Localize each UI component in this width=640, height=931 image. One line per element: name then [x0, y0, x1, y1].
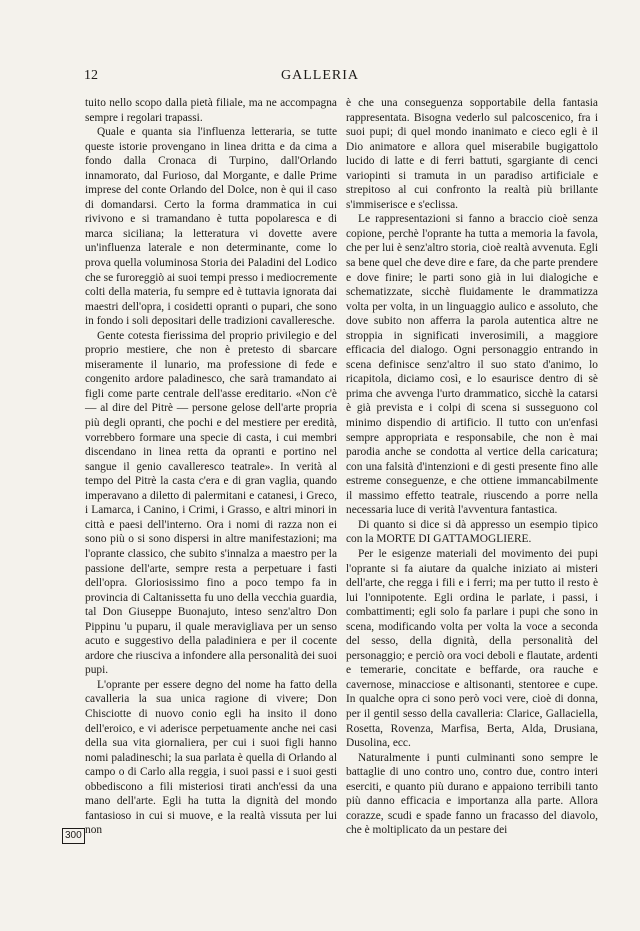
paragraph: L'oprante per essere degno del nome ha fatto della cavalleria la sua unica ragione di vivere; Don Chisciotte di nuovo conio egli ha insito il dono dell'eroico, e vi aderisce perpetuamente anche nei casi della sua vita giornaliera, per cui i suoi figli hanno nomi paladineschi; la sua parlata è quella di Orlando al campo o di Carlo alla reggia, i suoi passi e i suoi gesti obbediscono a fili misteriosi tirati anch'essi da una mano dell'arte. Egli ha tutta la dignità del mondo fantasioso in cui si muove, e la realtà vissuta per lui non	[85, 678, 337, 837]
paragraph: Naturalmente i punti culminanti sono sempre le battaglie di uno contro uno, contro due, contro interi eserciti, e quanto più durano e appaiono terribili tanto più danno efficacia e importanza alla parte. Allora corazze, scudi e spade fanno un fracasso del diavolo, che è moltiplicato da un pestare dei	[346, 751, 598, 837]
right-column	[346, 96, 598, 838]
page-stamp: 300	[62, 828, 85, 844]
page-number: 12	[84, 68, 98, 83]
paragraph: Di quanto si dice si dà appresso un esempio tipico con la MORTE DI GATTAMOGLIERE.	[346, 518, 598, 546]
running-title: GALLERIA	[281, 68, 359, 83]
paragraph: tuito nello scopo dalla pietà filiale, ma ne accompagna sempre i regolari trapassi.	[85, 97, 337, 124]
paragraph: Quale e quanta sia l'influenza letteraria, se tutte queste istorie provengano in linea dritta e da cima a fondo dalla Cronaca di Turpino, dall'Orlando innamorato, dal Furioso, dal Morgante, e dalle Prime imprese del conte Orlando del Dolce, non è qui il caso di domandarsi. Certo la forma drammatica in cui rivivono e si tramandano è tutta popolaresca e di marca siciliana; la letteratura vi dovette avere un'influenza laterale e non determinante, come lo prova quella voluminosa Storia dei Paladini del Lodico che se furoreggiò ai suoi tempi presso i mediocremente colti della materia, fu sempre ed è tuttavia ignorata dai maestri dell'opra, i cosidetti opranti o pupari, che sono in fondo i soli depositari delle tradizioni cavalleresche.	[85, 126, 337, 328]
paragraph: è che una conseguenza sopportabile della fantasia rappresentata. Bisogna vederlo sul palcoscenico, fra i suoi pupi; di quel mondo inanimato e cieco egli è il Dio animatore e allora quel miserabile bugigattolo lucido di latte e di ferri battuti, sgargiante di cenci variopinti si tramuta in un paradiso artificiale e strepitoso al cui confronto la realtà più brillante s'immiserisce e s'eclissa.	[346, 97, 598, 211]
paragraph: Per le esigenze materiali del movimento dei pupi l'oprante si fa aiutare da qualche iniziato ai misteri dell'arte, che regga i fili e i ferri; ma per tutto il resto è lui l'onnipotente. Egli ordina le parlate, i passi, i combattimenti; egli solo fa parlare i pupi che sono in scena, modificando volta per volta la voce a seconda del sesso, della dignità, della personalità del personaggio; e perciò ora voci deboli e flautate, ardenti e temerarie, concitate e beffarde, ora rauche e cavernose, minacciose e altisonanti, stentoree e cupe. In qualche opra ci sono però voci vere, cioè di donna, per il gentil sesso della cavalleria: Clarice, Gallaciella, Rosetta, Rovenza, Marfisa, Berta, Alda, Drusiana, Dusolina, ecc.	[346, 547, 598, 750]
paragraph: Le rappresentazioni si fanno a braccio cioè senza copione, perchè l'oprante ha tutta a memoria la favola, che per lui è senz'altro storia, cioè realtà avvenuta. Egli sa bene quel che deve dire e fare, da che parte prendere e dove finire; le parti sono già in lui dialogiche e schematizzate, sicchè fluidamente le drammatizza volta per volta, in un linguaggio aulico e assoluto, che dove subito non afferra la parola autentica altre ne stroppia in significati inverosimili, a maggiore efficacia del dialogo. Ogni personaggio entrando in scena definisce senz'altro il suo stato d'animo, lo ricapitola, diciamo così, e lo esaurisce dentro di sè prima che avvenga l'urto drammatico, sicchè la catarsi è già prevista e i colpi di scena si susseguono col minimo dispendio di artificio. Il tutto con un'enfasi sempre appropriata e responsabile, che non è mai parodia anche se condotta al vertice della caricatura; con una falsità d'intenzioni e di gesti presente fino alle estreme conseguenze, e che ottiene immancabilmente il massimo effetto teatrale, riuscendo a porre nella necessaria luce di verità l'avventura fantastica.	[346, 213, 598, 517]
left-column	[85, 96, 337, 838]
paragraph: Gente cotesta fierissima del proprio privilegio e del proprio mestiere, che non è pretesto di sbarcare miseramente il lunario, ma professione di fede e congenito ardore paladinesco, che sarà tramandato ai figli come parte centrale dell'asse ereditario. «Non c'è — al dire del Pitrè — persone gelose dell'arte propria più degli opranti, che pochi e del mestiere per eredità, vorrebbero formare una specie di casta, i cui membri discendano in linea retta da opranti e portino nel sangue il genio cavalleresco teatrale». In verità al tempo del Pitrè la casta c'era e di gran vaglia, quando imperavano a diletto di palermitani e catanesi, i Greco, i Lamarca, i Canino, i Crimi, i Grasso, e altri minori in città e paesi dell'interno. Ora i nomi di razza non ei sono più o si sono dispersi in altre manifestazioni; ma l'oprante classico, che subito s'innalza a maestro per la passione dell'arte, sempre resta a perpetuare i fasti dell'opra. Gloriosissimo fino a poco tempo fa in provincia di Caltanissetta fu uno della vecchia guardia, tal Don Giuseppe Buonajuto, inteso senz'altro Don Pippinu 'u puparu, il quale meravigliava per un senso acuto e suggestivo della paladiniera e per il cocente ardore che riusciva a infondere alla personalità dei suoi pupi.	[85, 329, 337, 677]
